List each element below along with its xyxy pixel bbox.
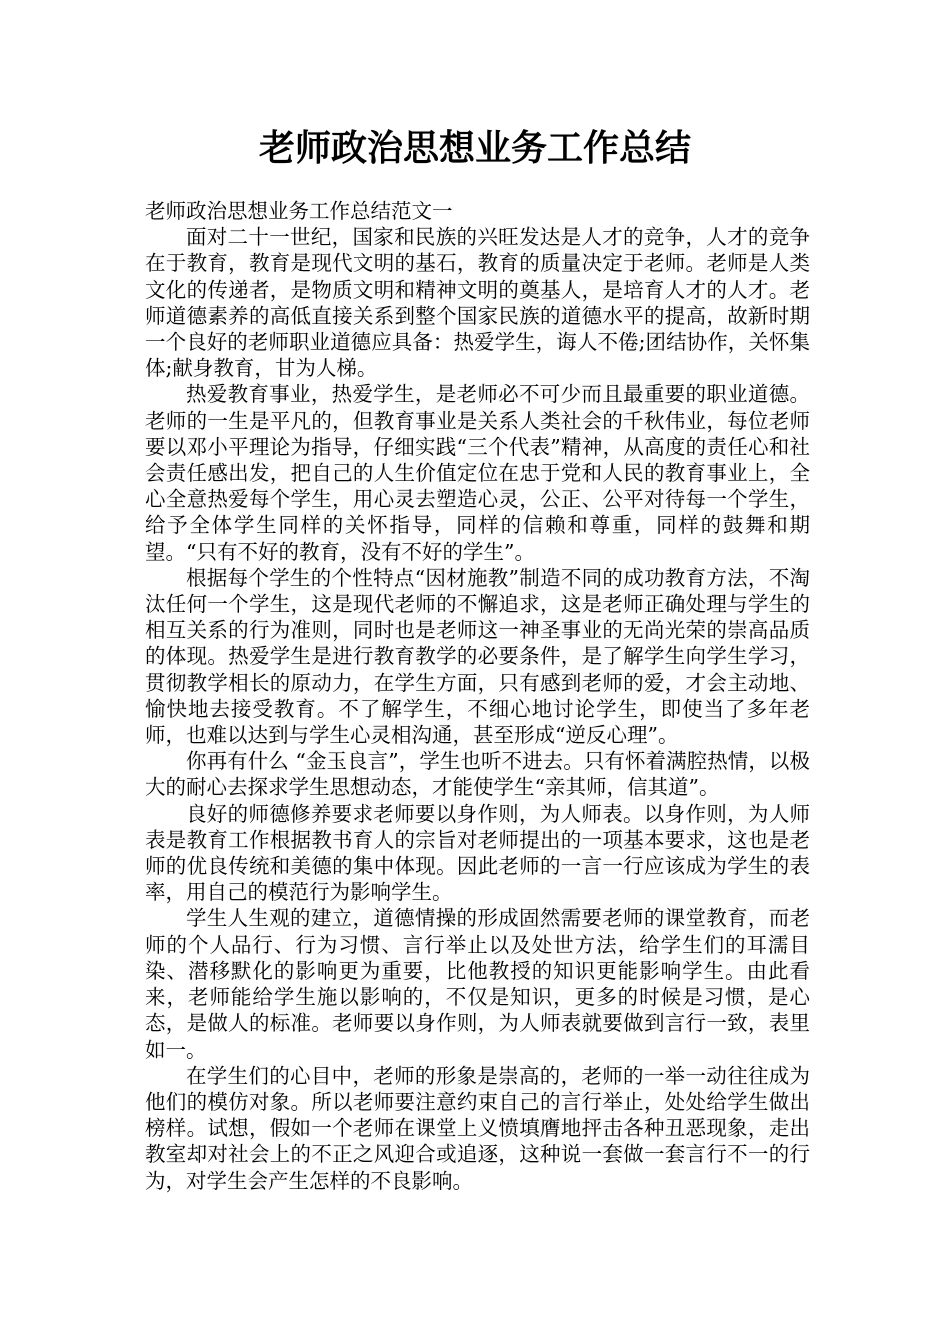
paragraph-5: 良好的师德修养要求老师要以身作则，为人师表。以身作则，为人师表是教育工作根据教书育人的宗旨对老师提出的一项基本要求，这也是老师的优良传统和美德的集中体现。因此老师的一言一行应该成为学生的表率，用自己的模范行为影响学生。 bbox=[145, 801, 810, 905]
document-subtitle: 老师政治思想业务工作总结范文一 bbox=[145, 199, 453, 223]
paragraph-3: 根据每个学生的个性特点“因材施教”制造不同的成功教育方法，不淘汰任何一个学生，这是现代老师的不懈追求，这是老师正确处理与学生的相互关系的行为准则，同时也是老师这一神圣事业的无尚光荣的崇高品质的体现。热爱学生是进行教育教学的必要条件，是了解学生向学生学习，贯彻教学相长的原动力，在学生方面，只有感到老师的爱，才会主动地、愉快地去接受教育。不了解学生，不细心地讨论学生，即使当了多年老师，也难以达到与学生心灵相沟通，甚至形成“逆反心理”。 bbox=[145, 565, 810, 748]
paragraph-6: 学生人生观的建立，道德情操的形成固然需要老师的课堂教育，而老师的个人品行、行为习惯、言行举止以及处世方法，给学生们的耳濡目染、潜移默化的影响更为重要，比他教授的知识更能影响学生。由此看来，老师能给学生施以影响的，不仅是知识，更多的时候是习惯，是心态，是做人的标准。老师要以身作则，为人师表就要做到言行一致，表里如一。 bbox=[145, 906, 810, 1062]
paragraph-2: 热爱教育事业，热爱学生，是老师必不可少而且最重要的职业道德。老师的一生是平凡的，但教育事业是关系人类社会的千秋伟业，每位老师要以邓小平理论为指导，仔细实践“三个代表”精神，从高度的责任心和社会责任感出发，把自己的人生价值定位在忠于党和人民的教育事业上，全心全意热爱每个学生，用心灵去塑造心灵，公正、公平对待每一个学生，给予全体学生同样的关怀指导，同样的信赖和尊重，同样的鼓舞和期望。“只有不好的教育，没有不好的学生”。 bbox=[145, 382, 810, 564]
paragraph-7: 在学生们的心目中，老师的形象是崇高的，老师的一举一动往往成为他们的模仿对象。所以老师要注意约束自己的言行举止，处处给学生做出榜样。试想，假如一个老师在课堂上义愤填膺地抨击各种丑恶现象，走出教室却对社会上的不正之风迎合或追逐，这种说一套做一套言行不一的行为，对学生会产生怎样的不良影响。 bbox=[145, 1063, 810, 1193]
document-title: 老师政治思想业务工作总结 bbox=[258, 128, 691, 169]
paragraph-4: 你再有什么 “金玉良言”，学生也听不进去。只有怀着满腔热情，以极大的耐心去探求学生思想动态，才能使学生“亲其师，信其道”。 bbox=[145, 749, 810, 800]
document-body bbox=[145, 198, 810, 1194]
paragraph-1: 面对二十一世纪，国家和民族的兴旺发达是人才的竞争，人才的竞争在于教育，教育是现代文明的基石，教育的质量决定于老师。老师是人类文化的传递者，是物质文明和精神文明的奠基人，是培育人才的人才。老师道德素养的高低直接关系到整个国家民族的道德水平的提高，故新时期一个良好的老师职业道德应具备：热爱学生，诲人不倦;团结协作，关怀集体;献身教育，甘为人梯。 bbox=[145, 225, 810, 381]
